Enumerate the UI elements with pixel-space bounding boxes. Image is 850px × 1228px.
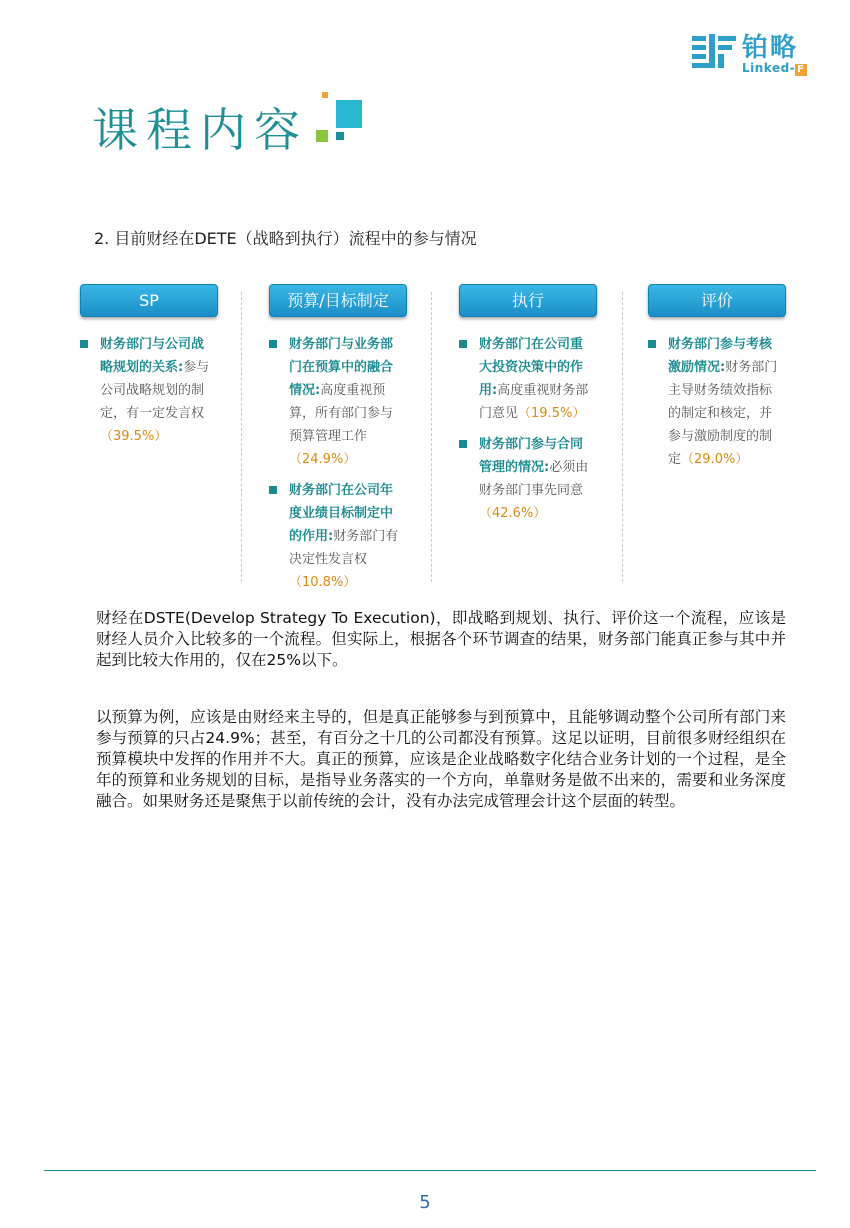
bullet-square-icon <box>269 486 277 494</box>
column-divider <box>622 292 623 582</box>
page-number: 5 <box>419 1192 431 1213</box>
logo-english-name: Linked- F <box>742 61 805 75</box>
stage-column-budget <box>269 284 419 602</box>
bullet-square-icon <box>459 340 467 348</box>
bullet-square-icon <box>80 340 88 348</box>
page-title: 课程内容 <box>92 103 308 157</box>
stage-header: 评价 <box>648 284 786 317</box>
stage-column-sp <box>80 284 230 456</box>
stage-item: 财务部门在公司重大投资决策中的作用:高度重视财务部门意见（19.5%） <box>459 333 591 425</box>
section-heading: 2. 目前财经在DETE（战略到执行）流程中的参与情况 <box>94 229 477 248</box>
body-paragraph: 以预算为例，应该是由财经来主导的，但是真正能够参与到预算中，且能够调动整个公司所有部门来参与预算的只占24.9%；甚至，有百分之十几的公司都没有预算。这足以证明，目前很多财经组织在预算模块中发挥的作用并不大。真正的预算，应该是企业战略数字化结合业务计划的一个过程，是全年的预算和业务规划的目标，是指导业务落实的一个方向，单靠财务是做不出来的，需要和业务深度融合。如果财务还是聚焦于以前传统的会计，没有办法完成管理会计这个层面的转型。 <box>96 708 786 810</box>
stage-item: 财务部门参与合同管理的情况:必须由财务部门事先同意（42.6%） <box>459 433 591 525</box>
stage-item: 财务部门与业务部门在预算中的融合情况:高度重视预算，所有部门参与预算管理工作（24.9%） <box>269 333 401 471</box>
logo-mark-icon <box>692 34 738 72</box>
brand-logo <box>692 34 812 76</box>
bullet-square-icon <box>459 440 467 448</box>
bullet-square-icon <box>648 340 656 348</box>
stage-header: SP <box>80 284 218 317</box>
bullet-square-icon <box>269 340 277 348</box>
column-divider <box>431 292 432 582</box>
column-divider <box>241 292 242 582</box>
logo-f-mark: F <box>797 64 805 75</box>
stage-item: 财务部门在公司年度业绩目标制定中的作用:财务部门有决定性发言权（10.8%） <box>269 479 401 594</box>
stage-header: 预算/目标制定 <box>269 284 407 317</box>
stage-item: 财务部门参与考核激励情况:财务部门主导财务绩效指标的制定和核定，并参与激励制度的制定（29.0%） <box>648 333 782 471</box>
decorative-squares-icon <box>316 92 366 144</box>
stage-header: 执行 <box>459 284 597 317</box>
body-paragraph: 财经在DSTE(Develop Strategy To Execution)，即战略到规划、执行、评价这一个流程，应该是财经人员介入比较多的一个流程。但实际上，根据各个环节调查的结果，财务部门能真正参与其中并起到比较大作用的，仅在25%以下。 <box>96 609 786 669</box>
stage-column-evaluation <box>648 284 798 479</box>
stage-column-execution <box>459 284 609 533</box>
logo-chinese-name: 铂略 <box>742 33 799 63</box>
stage-item: 财务部门与公司战略规划的关系:参与公司战略规划的制定，有一定发言权（39.5%） <box>80 333 210 448</box>
footer-divider <box>44 1170 816 1171</box>
